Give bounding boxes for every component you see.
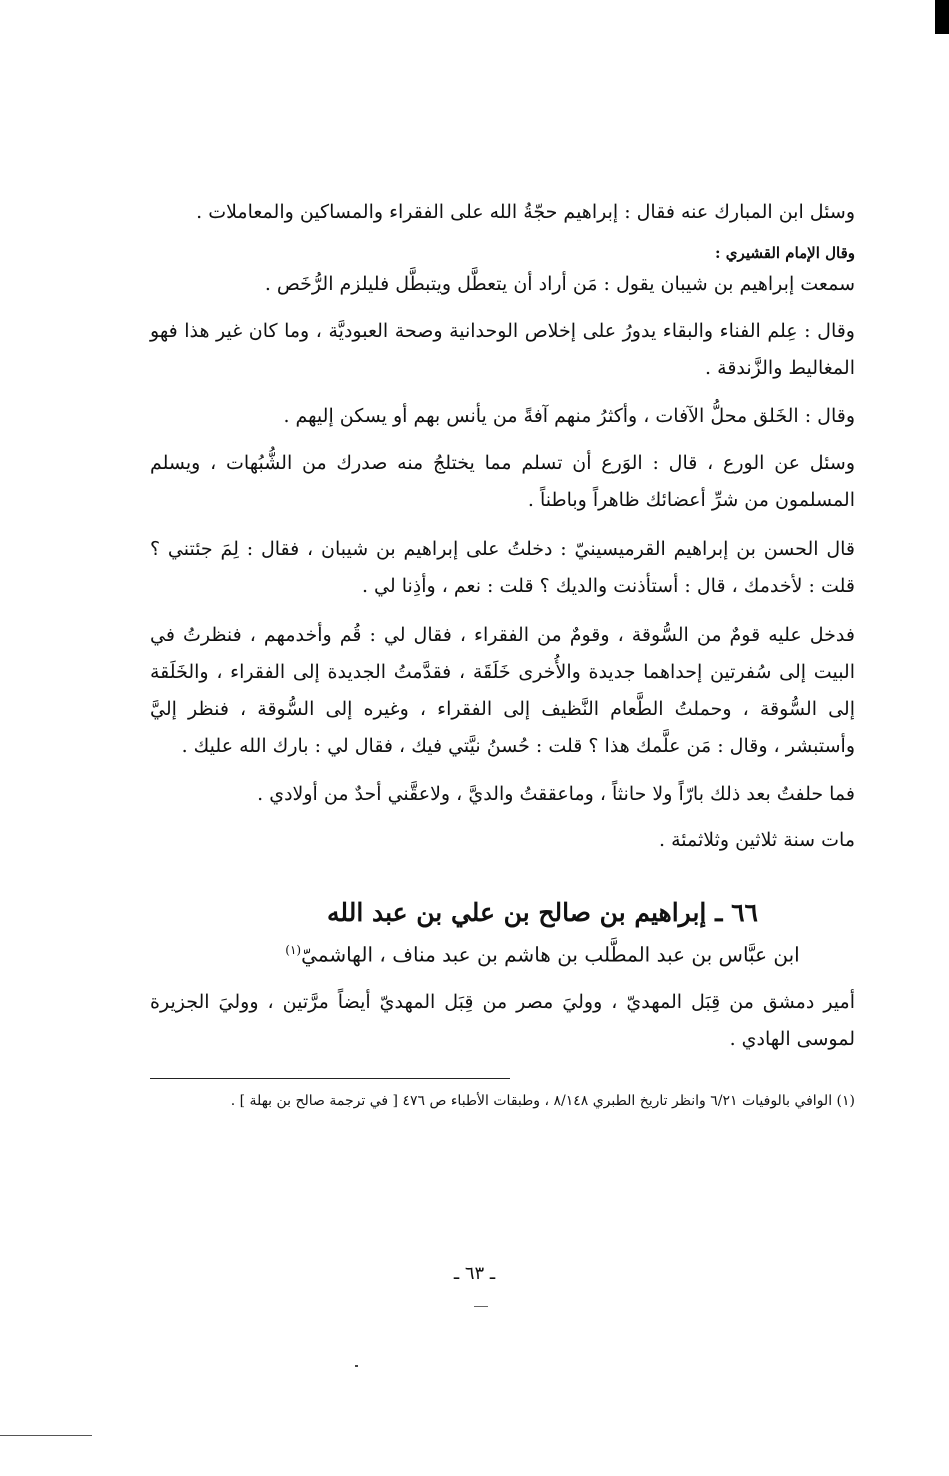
entry-subtitle-text: ابن عبَّاس بن عبد المطَّلب بن هاشم بن عبد مناف ، الهاشميّ (301, 942, 800, 967)
entry-title: ٦٦ ـ إبراهيم بن صالح بن علي بن عبد الله (327, 898, 758, 927)
paragraph-khalq: وقال : الخَلق محلُّ الآفات ، وأكثرُ منهم آفةً من يأنس بهم أو يسكن إليهم . (283, 405, 855, 427)
paragraph-fana-baqa: وقال : عِلم الفناء والبقاء يدورُ على إخلاص الوحدانية وصحة العبوديَّة ، وما كان غير هذا فهو المغاليط والزَّندقة . (150, 320, 855, 379)
scan-corner-mark (935, 0, 949, 34)
paragraph-entry-body: أمير دمشق من قِبَل المهديّ ، ووليَ مصر من قِبَل المهديّ أيضاً مرَّتين ، ووليَ الجزيرة لموسى الهادي . (150, 990, 855, 1050)
paragraph-oath: فما حلفتُ بعد ذلك بارّاً ولا حانثاً ، وماعققتُ والديَّ ، ولاعقَّني أحدٌ من أولادي . (257, 783, 855, 805)
footnote-divider (150, 1078, 510, 1079)
scan-edge-rule (0, 1435, 92, 1436)
footnote: (١) الوافي بالوفيات ٦/٢١ وانظر تاريخ الطبري ٨/١٤٨ ، وطبقات الأطباء ص ٤٧٦ [ في ترجمة صالح بن بهلة ] . (230, 1092, 855, 1109)
footnote-divider-wrap (150, 1078, 855, 1079)
paragraph-death: مات سنة ثلاثين وثلاثمئة . (659, 829, 855, 851)
page-body (150, 195, 855, 1115)
paragraph-qarmisini: قال الحسن بن إبراهيم القرميسينيّ : دخلتُ على إبراهيم بن شيبان ، فقال : لِمَ جئتني ؟ قلت : لأخدمك ، قال : أستأذنت والديك ؟ قلت : نعم ، وأذِنا لي . (150, 538, 855, 597)
paragraph-suqa: فدخل عليه قومٌ من السُّوقة ، وقومٌ من الفقراء ، فقال لي : قُم وأخدمهم ، فنظرتُ في البيت إلى سُفرتين إحداهما جديدة والأُخرى خَلَقَة ، فقدَّمتُ الجديدة إلى الفقراء ، والخَلَقة إلى السُّوقة ، وحملتُ الطَّعام النَّظيف إلى الفقراء ، وغيره إلى السُّوقة ، فنظر إليَّ وأستبشر ، وقال : مَن علَّمك هذا ؟ قلت : حُسنُ نيَّتي فيك ، فقال لي : بارك الله عليك . (150, 624, 856, 757)
qushayri-heading: وقال الإمام القشيري : (715, 244, 855, 262)
paragraph-ibn-mubarak: وسئل ابن المبارك عنه فقال : إبراهيم حجّةُ الله على الفقراء والمساكين والمعاملات . (196, 201, 855, 223)
scan-dot-mark (355, 1365, 358, 1367)
scan-dash-mark (474, 1306, 488, 1307)
footnote-ref: (١) (285, 943, 302, 957)
paragraph-wara: وسئل عن الورع ، قال : الوَرع أن تسلم مما يختلجُ منه صدرك من الشُّبُهات ، ويسلم المسلمون من شرِّ أعضائك ظاهراً وباطناً . (150, 452, 855, 511)
entry-subtitle (150, 933, 855, 972)
paragraph-ibrahim-saying: سمعت إبراهيم بن شيبان يقول : مَن أراد أن يتعطَّل ويتبطَّل فليلزم الرُّخَص . (264, 273, 855, 295)
page-number: ـ ٦٣ ـ (453, 1263, 496, 1284)
